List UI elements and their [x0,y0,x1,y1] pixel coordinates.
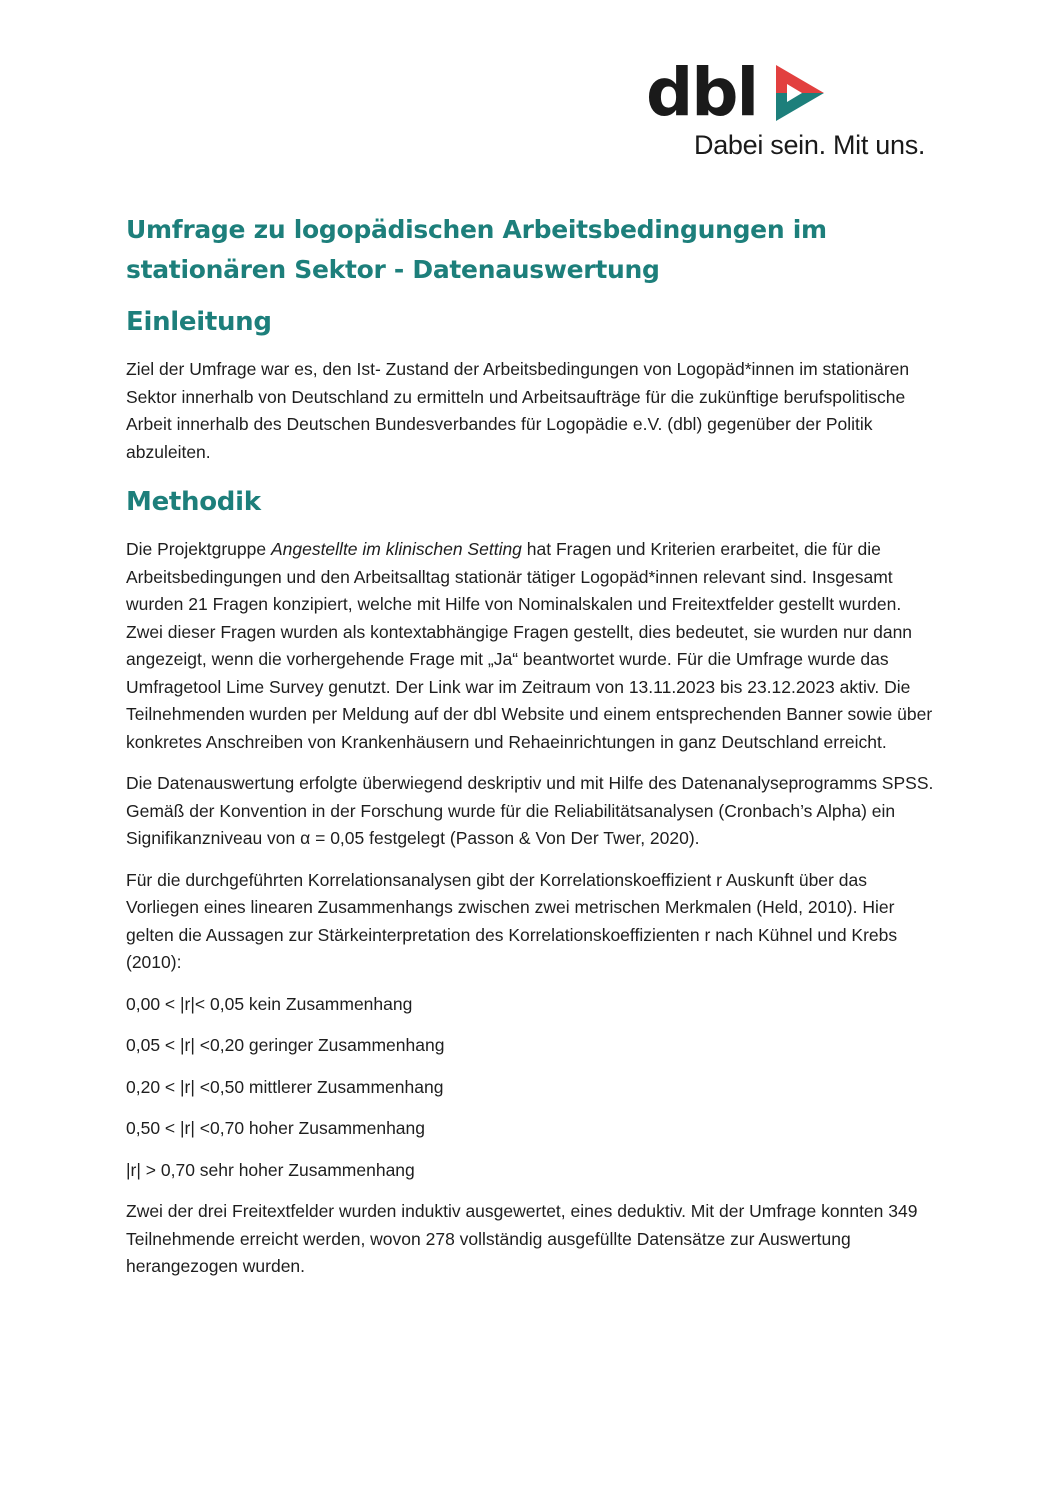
method-paragraph-3: Für die durchgeführten Korrelationsanalysen gibt der Korrelationskoeffizient r Auskunft über das Vorliegen eines linearen Zusammenhangs zwischen zwei metrischen Merkmalen (Held, 2010). Hier gelten die Aussagen zur Stärkeinterpretation des Korrelationskoeffizienten r nach Kühnel und Krebs (2010): [126,869,898,972]
logo-tagline: Dabei sein. Mit uns. [694,130,926,160]
section-heading-einleitung: Einleitung [126,307,272,337]
document-body [126,210,936,1281]
method-paragraph-1 [126,536,936,756]
method-paragraph-1-start: Die Projektgruppe [126,539,271,559]
scale-item: 0,50 < |r| <0,70 hoher Zusammenhang [126,1118,426,1138]
project-group-name: Angestellte im klinischen Setting [270,539,522,559]
method-paragraph-1-rest: hat Fragen und Kriterien erarbeitet, die für die Arbeitsbedingungen und den Arbeitsalltag stationär tätiger Logopäd*innen relevant sind. Insgesamt wurden 21 Fragen konzipiert, welche mit Hilfe von Nominalskalen und Freitextfelder gestellt wurden. Zwei dieser Fragen wurden als kontextabhängige Fragen gestellt, dies bedeutet, sie wurden nur dann angezeigt, wenn die vorhergehende Frage mit „Ja“ beantwortet wurde. Für die Umfrage wurde das Umfragetool Lime Survey genutzt. Der Link war im Zeitraum von 13.11.2023 bis 23.12.2023 aktiv. Die Teilnehmenden wurden per Meldung auf der dbl Website und einem entsprechenden Banner sowie über konkretes Anschreiben von Krankenhäusern und Rehaeinrichtungen in ganz Deutschland erreicht. [126,539,933,752]
method-paragraph-4: Zwei der drei Freitextfelder wurden induktiv ausgewertet, eines deduktiv. Mit der Umfrage konnten 349 Teilnehmende erreicht werden, wovon 278 vollständig ausgefüllte Datensätze zur Auswertung herangezogen wurden. [126,1201,918,1276]
method-paragraph-2: Die Datenauswertung erfolgte überwiegend deskriptiv und mit Hilfe des Datenanalyseprogramms SPSS. Gemäß der Konvention in der Forschung wurde für die Reliabilitätsanalysen (Cronbach’s Alpha) ein Signifikanzniveau von α = 0,05 festgelegt (Passon & Von Der Twer, 2020). [126,773,934,848]
scale-item: |r| > 0,70 sehr hoher Zusammenhang [126,1159,415,1180]
scale-item: 0,00 < |r|< 0,05 kein Zusammenhang [126,993,413,1014]
scale-item: 0,05 < |r| <0,20 geringer Zusammenhang [126,1035,445,1055]
intro-paragraph: Ziel der Umfrage war es, den Ist- Zustand der Arbeitsbedingungen von Logopäd*innen im stationären Sektor innerhalb von Deutschland zu ermitteln und Arbeitsaufträge für die zukünftige berufspolitische Arbeit innerhalb des Deutschen Bundesverbandes für Logopädie e.V. (dbl) gegenüber der Politik abzuleiten. [126,359,910,462]
section-heading-methodik: Methodik [126,487,261,517]
scale-item: 0,20 < |r| <0,50 mittlerer Zusammenhang [126,1076,444,1097]
play-triangle-icon [772,62,828,124]
logo-wordmark: dbl [646,54,758,131]
dbl-logo [640,54,940,168]
correlation-scale-list [126,991,936,1185]
document-title: Umfrage zu logopädischen Arbeitsbedingungen im stationären Sektor - Datenauswertung [126,215,827,284]
